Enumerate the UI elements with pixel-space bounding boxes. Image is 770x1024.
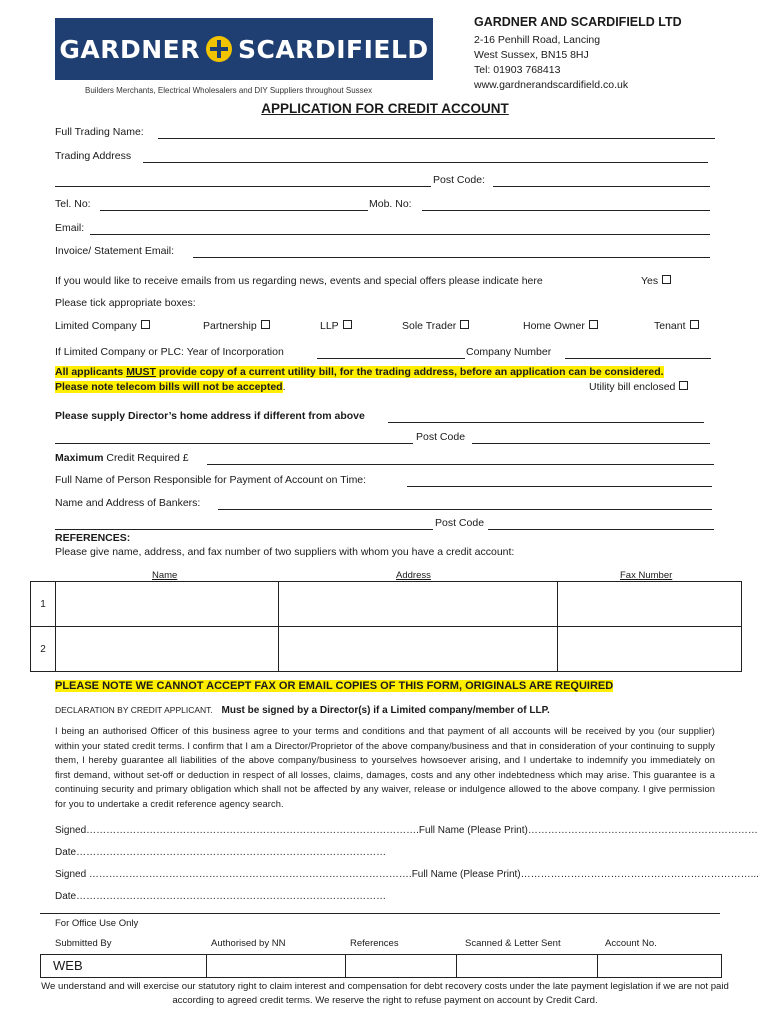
option-sole-trader[interactable] bbox=[402, 320, 469, 332]
utility-checkbox[interactable] bbox=[679, 381, 688, 390]
references-heading: REFERENCES: bbox=[55, 532, 131, 544]
address-line: 2-16 Penhill Road, Lancing bbox=[474, 34, 601, 46]
post-code-field[interactable] bbox=[493, 186, 710, 187]
bankers-field-2[interactable] bbox=[55, 529, 433, 530]
checkbox[interactable] bbox=[589, 320, 598, 329]
option-label: Limited Company bbox=[55, 320, 137, 332]
ref-address-cell[interactable] bbox=[279, 582, 558, 627]
trading-name-field[interactable] bbox=[158, 138, 715, 139]
ref-name-cell[interactable] bbox=[56, 582, 279, 627]
yes-checkbox[interactable] bbox=[662, 275, 671, 284]
telecom-notice: Please note telecom bills will not be accepted. bbox=[55, 381, 286, 393]
office-col-submitted: Submitted By bbox=[55, 938, 112, 949]
company-name: GARDNER AND SCARDIFIELD LTD bbox=[474, 15, 682, 29]
post-code-label: Post Code: bbox=[433, 174, 485, 186]
company-number-label: Company Number bbox=[466, 346, 552, 358]
max-credit-label: Maximum Credit Required £ bbox=[55, 452, 189, 464]
option-llp[interactable] bbox=[320, 320, 352, 332]
references-instruction: Please give name, address, and fax number of two suppliers with whom you have a credit account: bbox=[55, 546, 515, 558]
yes-label: Yes bbox=[641, 275, 659, 287]
logo-text-right: SCARDIFIELD bbox=[237, 34, 429, 64]
max-credit-field[interactable] bbox=[207, 464, 714, 465]
checkbox[interactable] bbox=[460, 320, 469, 329]
scanned-cell[interactable] bbox=[457, 955, 598, 977]
option-label: Partnership bbox=[203, 320, 257, 332]
table-row bbox=[31, 582, 742, 627]
ref-fax-cell[interactable] bbox=[558, 627, 742, 672]
post-code-field-3[interactable] bbox=[488, 529, 714, 530]
form-title: APPLICATION FOR CREDIT ACCOUNT bbox=[261, 101, 509, 116]
ref-fax-cell[interactable] bbox=[558, 582, 742, 627]
email-label: Email: bbox=[55, 222, 85, 234]
office-col-account: Account No. bbox=[605, 938, 657, 949]
ref-name-cell[interactable] bbox=[56, 627, 279, 672]
incorporation-field[interactable] bbox=[317, 358, 465, 359]
ref-col-address: Address bbox=[396, 570, 431, 581]
trading-name-label: Full Trading Name: bbox=[55, 126, 144, 138]
date-line-1[interactable]: Date………………………………………………………………………………… bbox=[55, 847, 387, 858]
office-col-references: References bbox=[350, 938, 399, 949]
references-table bbox=[30, 581, 742, 672]
office-use-row bbox=[40, 954, 722, 978]
director-address-label: Please supply Director’s home address if different from above bbox=[55, 410, 365, 422]
responsible-person-field[interactable] bbox=[407, 486, 712, 487]
signature-line-2[interactable]: Signed …………………………………………………………………………………….Full Name (Please Print)……………………………………………………………... bbox=[55, 869, 759, 880]
option-label: Sole Trader bbox=[402, 320, 457, 332]
option-tenant[interactable] bbox=[654, 320, 699, 332]
checkbox[interactable] bbox=[261, 320, 270, 329]
bankers-label: Name and Address of Bankers: bbox=[55, 497, 201, 509]
invoice-email-label: Invoice/ Statement Email: bbox=[55, 245, 175, 257]
director-address-field-2[interactable] bbox=[55, 443, 413, 444]
declaration-text: I being an authorised Officer of this business agree to your terms and conditions and that payment of all accounts will be received by you (our supplier) within your stated credit terms. I confirm that I am a Director/Proprietor of the above company/business and that in consideration of your continuing to supply them, I hereby guarantee all liabilities of the above company/business to yourselves howsoever arising, and I undertake to indemnify you immediately on first demand, without set-off or deduction in respect of all losses, claims, damages, costs and any other indebtedness which may arise. This guarantee is a continuing security and primary obligation which shall not be affected by any waiver, release or indulgence allowed to the above company. I give permission for you to undertake a credit reference agency search. bbox=[55, 726, 715, 809]
footer-text: We understand and will exercise our statutory right to claim interest and compensation for debt recovery costs under the late payment legislation if we are not paid according to agreed credit terms. We reserve the right to refuse payment on account by Credit Card. bbox=[41, 981, 729, 1006]
tel-label: Tel. No: bbox=[55, 198, 91, 210]
option-label: Home Owner bbox=[523, 320, 585, 332]
trading-address-label: Trading Address bbox=[55, 150, 132, 162]
option-label: Tenant bbox=[654, 320, 686, 332]
submitted-by-value: WEB bbox=[53, 958, 83, 973]
signature-line-1[interactable]: Signed……………………………………………………………………………………….Full Name (Please Print)…………………………………………………………… bbox=[55, 825, 758, 836]
tel-field[interactable] bbox=[100, 210, 368, 211]
submitted-by-cell[interactable] bbox=[41, 955, 207, 977]
company-logo bbox=[55, 18, 433, 80]
references-cell[interactable] bbox=[346, 955, 457, 977]
website-link[interactable]: www.gardnerandscardifield.co.uk bbox=[474, 79, 629, 91]
office-col-scanned: Scanned & Letter Sent bbox=[465, 938, 561, 949]
logo-text-left: GARDNER bbox=[59, 34, 200, 64]
responsible-person-label: Full Name of Person Responsible for Payment of Account on Time: bbox=[55, 474, 367, 486]
invoice-email-field[interactable] bbox=[193, 257, 710, 258]
option-label: LLP bbox=[320, 320, 339, 332]
tick-boxes-label: Please tick appropriate boxes: bbox=[55, 297, 196, 309]
mob-field[interactable] bbox=[422, 210, 710, 211]
news-question: If you would like to receive emails from us regarding news, events and special offers please indicate here bbox=[55, 275, 543, 287]
checkbox[interactable] bbox=[141, 320, 150, 329]
originals-notice: PLEASE NOTE WE CANNOT ACCEPT FAX OR EMAIL COPIES OF THIS FORM, ORIGINALS ARE REQUIRED bbox=[55, 680, 614, 692]
date-line-2[interactable]: Date………………………………………………………………………………… bbox=[55, 891, 387, 902]
trading-address-field[interactable] bbox=[143, 162, 708, 163]
email-field[interactable] bbox=[90, 234, 710, 235]
post-code-label-3: Post Code bbox=[435, 517, 485, 529]
office-col-authorised: Authorised by NN bbox=[211, 938, 286, 949]
yes-option[interactable] bbox=[641, 275, 671, 287]
incorporation-label: If Limited Company or PLC: Year of Incorporation bbox=[55, 346, 284, 358]
row-number: 2 bbox=[31, 627, 56, 672]
declaration-heading: DECLARATION BY CREDIT APPLICANT. Must be signed by a Director(s) if a Limited company/member of LLP. bbox=[55, 705, 550, 716]
plus-cross-icon bbox=[206, 36, 232, 62]
mob-label: Mob. No: bbox=[369, 198, 412, 210]
address-line: Tel: 01903 768413 bbox=[474, 64, 561, 76]
ref-col-name: Name bbox=[152, 570, 178, 581]
tagline: Builders Merchants, Electrical Wholesalers and DIY Suppliers throughout Sussex bbox=[85, 86, 373, 95]
ref-address-cell[interactable] bbox=[279, 627, 558, 672]
post-code-field-2[interactable] bbox=[472, 443, 710, 444]
bankers-field[interactable] bbox=[218, 509, 712, 510]
office-use-heading: For Office Use Only bbox=[55, 918, 139, 929]
utility-enclosed[interactable] bbox=[589, 381, 688, 393]
option-partnership[interactable] bbox=[203, 320, 270, 332]
ref-col-fax: Fax Number bbox=[620, 570, 673, 581]
option-home-owner[interactable] bbox=[523, 320, 598, 332]
option-limited-company[interactable] bbox=[55, 320, 150, 332]
company-number-field[interactable] bbox=[565, 358, 711, 359]
trading-address-field-2[interactable] bbox=[55, 186, 431, 187]
address-line: West Sussex, BN15 8HJ bbox=[474, 49, 589, 61]
utility-notice: All applicants MUST provide copy of a current utility bill, for the trading address, before an application can be considered. bbox=[55, 366, 664, 378]
post-code-label-2: Post Code bbox=[416, 431, 466, 443]
checkbox[interactable] bbox=[690, 320, 699, 329]
table-row bbox=[31, 627, 742, 672]
checkbox[interactable] bbox=[343, 320, 352, 329]
director-address-field[interactable] bbox=[388, 422, 704, 423]
office-divider bbox=[40, 913, 720, 914]
authorised-cell[interactable] bbox=[207, 955, 346, 977]
row-number: 1 bbox=[31, 582, 56, 627]
utility-enclosed-label: Utility bill enclosed bbox=[589, 381, 676, 393]
